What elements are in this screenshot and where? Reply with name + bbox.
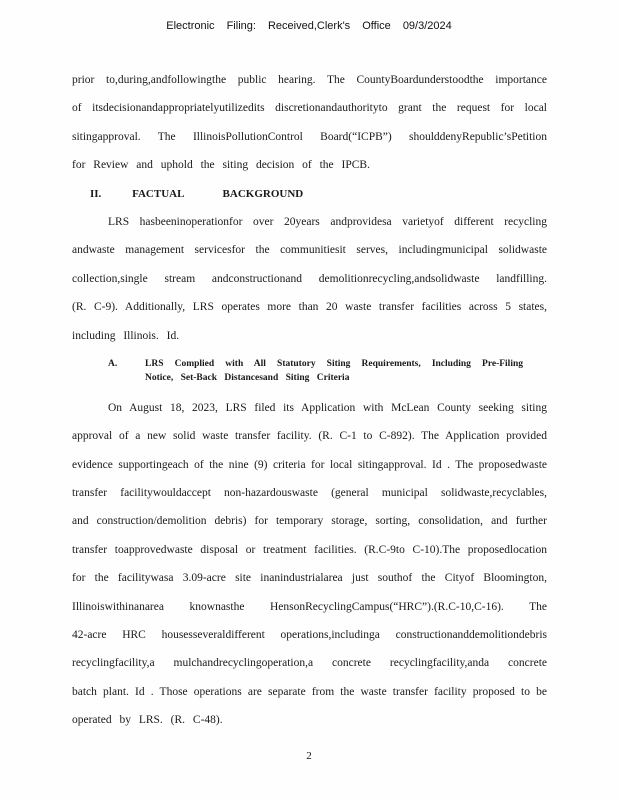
text-line: transfer facilitywouldaccept non-hazardouswaste (general municipal solidwaste,recyclables, (72, 487, 547, 500)
subsection-letter: A. (108, 358, 118, 369)
text-line: approval of a new solid waste transfer facility. (R. C-1 to C-892). The Application provided (72, 430, 547, 443)
subsection-heading (108, 357, 547, 385)
subsection-title-line: Notice, Set-Back Distancesand Siting Criteria (145, 372, 350, 383)
document-body (72, 66, 547, 735)
section-number: II. (90, 187, 102, 200)
text-line: transfer toapprovedwaste disposal or treatment facilities. (R.C-9to C-10).The proposedlocation (72, 543, 547, 556)
text-line: for the facilitywasa 3.09-acre site inanindustrialarea just southof the Cityof Bloomington, (72, 572, 547, 585)
text-line: On August 18, 2023, LRS filed its Application with McLean County seeking siting (108, 401, 547, 414)
text-line: LRS hasbeeninoperationfor over 20years andprovidesa varietyof different recycling (108, 215, 547, 228)
text-line: andwaste management servicesfor the communitiesit serves, includingmunicipal solidwaste (72, 244, 547, 257)
text-line: including Illinois. Id. (72, 329, 180, 342)
text-line: prior to,during,andfollowingthe public hearing. The CountyBoardunderstoodthe importance (72, 74, 547, 86)
text-line: sitingapproval. The IllinoisPollutionControl Board(“ICPB”) shoulddenyRepublic’sPetition (72, 130, 547, 143)
text-line: and construction/demolition debris) for temporary storage, sorting, consolidation, and further (72, 515, 547, 528)
text-line: batch plant. Id . Those operations are separate from the waste transfer facility proposed to be (72, 685, 547, 698)
text-line: collection,single stream andconstructionand demolitionrecycling,andsolidwaste landfilling. (72, 272, 547, 285)
subsection-title (145, 357, 523, 385)
subsection-title-line: LRS Complied with All Statutory Siting Requirements, Including Pre-Filing (145, 358, 523, 369)
page-number: 2 (306, 750, 312, 762)
text-line: Illinoiswithinanarea knownasthe HensonRecyclingCampus(“HRC”).(R.C-10,C-16). The (72, 600, 547, 613)
efiling-stamp: Electronic Filing: Received,Clerk's Office 09/3/2024 (166, 20, 452, 32)
text-line: of itsdecisionandappropriatelyutilizedits discretionandauthorityto grant the request for local (72, 102, 547, 115)
text-line: for Review and uphold the siting decision of the IPCB. (72, 159, 370, 172)
text-line: (R. C-9). Additionally, LRS operates more than 20 waste transfer facilities across 5 states, (72, 301, 547, 314)
text-line: 42-acre HRC housesseveraldifferent operations,includinga constructionanddemolitiondebris (72, 629, 547, 642)
text-line: evidence supportingeach of the nine (9) criteria for local sitingapproval. Id . The proposedwaste (72, 458, 547, 471)
section-title: FACTUAL BACKGROUND (132, 187, 304, 200)
text-line: operated by LRS. (R. C-48). (72, 714, 223, 727)
section-heading (72, 180, 547, 208)
text-line: recyclingfacility,a mulchandrecyclingoperation,a concrete recyclingfacility,anda concrete (72, 657, 547, 670)
